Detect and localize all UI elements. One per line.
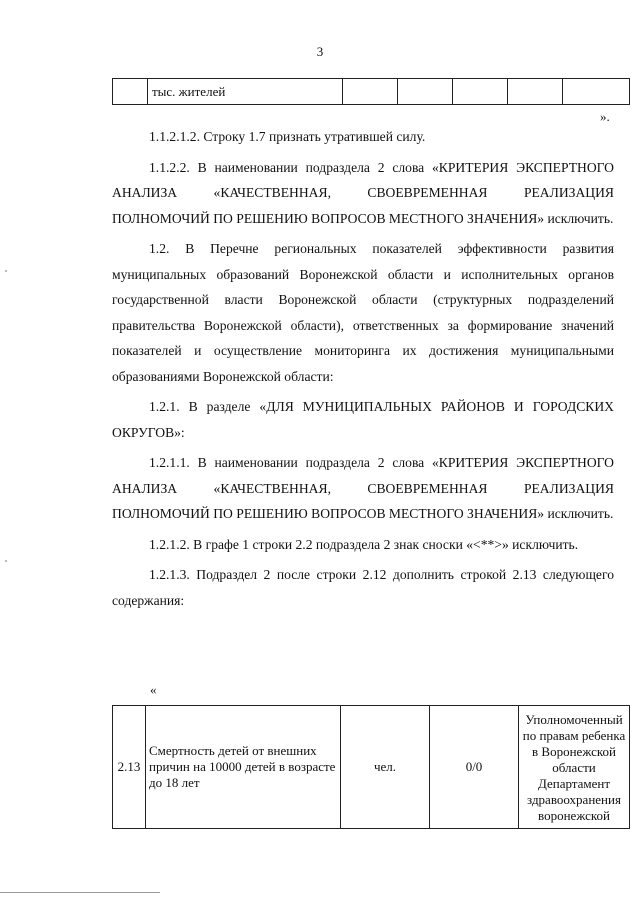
continued-table xyxy=(112,78,630,105)
scan-mark xyxy=(5,560,7,562)
responsible-cell xyxy=(519,706,630,829)
table-row xyxy=(113,706,630,829)
indicator-table xyxy=(112,705,630,829)
document-body xyxy=(112,124,614,613)
paragraph-1-1-2-2: 1.1.2.2. В наименовании подраздела 2 слова «КРИТЕРИЯ ЭКСПЕРТНОГО АНАЛИЗА «КАЧЕСТВЕННАЯ, СВОЕВРЕМЕННАЯ РЕАЛИЗАЦИЯ ПОЛНОМОЧИЙ ПО РЕШЕНИЮ ВОПРОСОВ МЕСТНОГО ЗНАЧЕНИЯ» исключить. xyxy=(112,159,614,226)
table-cell xyxy=(343,79,398,105)
row-number: 2.13 xyxy=(113,706,146,829)
opening-quote: « xyxy=(150,682,157,697)
page-number: 3 xyxy=(316,44,324,59)
table-cell xyxy=(398,79,453,105)
paragraph-1-2: 1.2. В Перечне региональных показателей эффективности развития муниципальных образований Воронежской области и исполнительных органов государственной власти Воронежской области (структурных подразделений правительства Воронежской области), ответственных за формирование значений показателей и осуществление мониторинга их достижения муниципальными образованиями Воронежской области: xyxy=(112,241,614,384)
paragraph-1-2-1: 1.2.1. В разделе «ДЛЯ МУНИЦИПАЛЬНЫХ РАЙОНОВ И ГОРОДСКИХ ОКРУГОВ»: xyxy=(112,399,614,440)
indicator-description: Смертность детей от внешних причин на 10000 детей в возрасте до 18 лет xyxy=(146,706,341,829)
table-cell xyxy=(113,79,148,105)
table-cell xyxy=(508,79,563,105)
indicator-value: 0/0 xyxy=(430,706,519,829)
responsible-ombudsman: Уполномоченный по правам ребенка в Воронежской области xyxy=(522,712,626,775)
table-cell xyxy=(453,79,508,105)
paragraph-1-2-1-3: 1.2.1.3. Подраздел 2 после строки 2.12 дополнить строкой 2.13 следующего содержания: xyxy=(112,567,614,608)
paragraph-1-1-2-1-2: 1.1.2.1.2. Строку 1.7 признать утратившей силу. xyxy=(149,129,426,144)
bottom-edge-line xyxy=(0,892,160,893)
indicator-unit: чел. xyxy=(341,706,430,829)
responsible-department: Департамент здравоохранения воронежской xyxy=(527,776,621,823)
paragraph-1-2-1-2: 1.2.1.2. В графе 1 строки 2.2 подраздела 2 знак сноски «<**>» исключить. xyxy=(149,536,579,552)
closing-quote: ». xyxy=(600,109,610,124)
table-cell xyxy=(563,79,630,105)
paragraph-1-2-1-1: 1.2.1.1. В наименовании подраздела 2 слова «КРИТЕРИЯ ЭКСПЕРТНОГО АНАЛИЗА «КАЧЕСТВЕННАЯ, СВОЕВРЕМЕННАЯ РЕАЛИЗАЦИЯ ПОЛНОМОЧИЙ ПО РЕШЕНИЮ ВОПРОСОВ МЕСТНОГО ЗНАЧЕНИЯ» исключить. xyxy=(112,455,614,521)
unit-cell: тыс. жителей xyxy=(148,79,343,105)
scan-mark xyxy=(5,270,7,272)
